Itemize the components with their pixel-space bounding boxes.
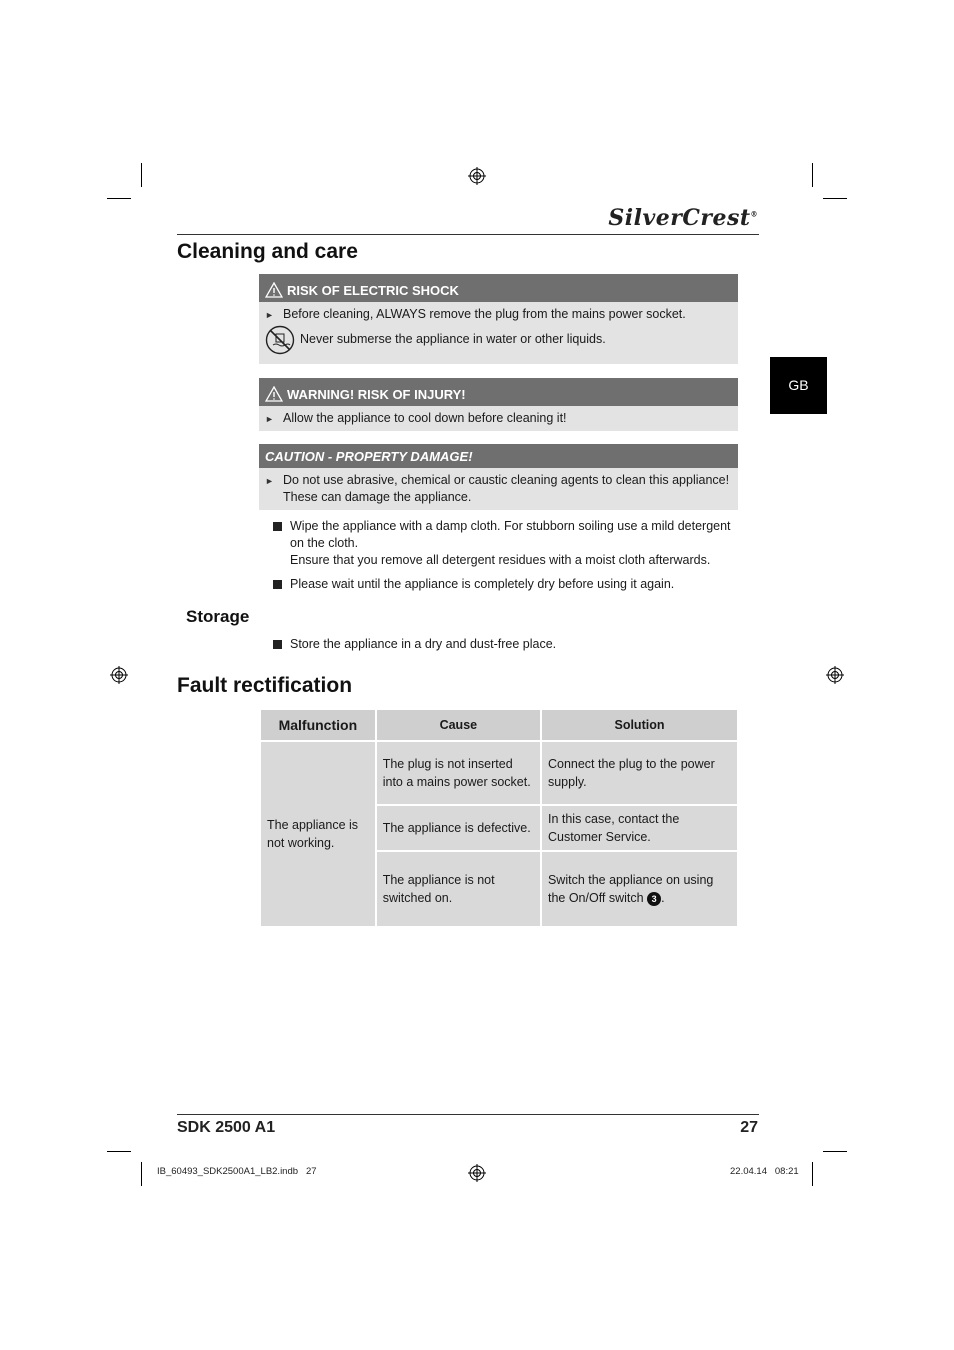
bullet-square-icon: [273, 580, 282, 589]
fault-table: [259, 708, 739, 928]
crop-mark: [823, 1151, 847, 1152]
warning-triangle-icon: [265, 282, 283, 298]
print-timestamp: 22.04.14 08:21: [730, 1166, 799, 1177]
warning-box-electric-shock: [259, 274, 738, 364]
warning-item-text: Allow the appliance to cool down before cleaning it!: [283, 411, 567, 425]
caution-item-text: Do not use abrasive, chemical or caustic cleaning agents to clean this appliance! These can damage the appliance.: [283, 473, 730, 504]
caution-box-property-damage: [259, 444, 738, 510]
section-title-fault: Fault rectification: [177, 674, 353, 697]
bullet-square-icon: [273, 522, 282, 531]
warning-box-heading-text: WARNING! RISK OF INJURY!: [287, 387, 466, 402]
no-submerge-icon: [265, 325, 295, 355]
language-tab: [770, 357, 827, 414]
brand-logo: SilverCrest®: [608, 205, 758, 231]
crop-mark: [141, 1162, 142, 1186]
caution-box-heading: CAUTION - PROPERTY DAMAGE!: [259, 444, 738, 468]
crop-mark: [107, 1151, 131, 1152]
column-header: Cause: [376, 709, 541, 741]
instruction-text: Store the appliance in a dry and dust-free place.: [290, 637, 557, 651]
period: .: [661, 891, 665, 905]
language-tab-label: GB: [788, 377, 809, 393]
instruction-text: Wipe the appliance with a damp cloth. For stubborn soiling use a mild detergent on the cloth.: [290, 519, 731, 550]
registration-mark-icon: [110, 666, 128, 684]
arrow-icon: ►: [265, 414, 274, 424]
warning-box-injury: [259, 378, 738, 431]
instruction-text: Please wait until the appliance is completely dry before using it again.: [290, 577, 675, 591]
instruction-item: [272, 518, 738, 569]
warning-triangle-icon: [265, 386, 283, 402]
crop-mark: [141, 163, 142, 187]
header-rule: [177, 234, 759, 235]
section-title-cleaning: Cleaning and care: [177, 240, 358, 263]
column-header: Solution: [541, 709, 738, 741]
crop-mark: [107, 198, 131, 199]
instruction-item: [272, 636, 738, 653]
malfunction-cell: The appliance is not working.: [260, 741, 376, 927]
warning-box-heading: [259, 378, 738, 406]
registration-mark-icon: [468, 167, 486, 185]
instruction-text: Ensure that you remove all detergent residues with a moist cloth afterwards.: [290, 553, 711, 567]
print-file-info: IB_60493_SDK2500A1_LB2.indb 27: [157, 1166, 317, 1177]
registration-mark-icon: [468, 1164, 486, 1182]
table-row: [260, 741, 738, 805]
page-number: 27: [740, 1119, 758, 1136]
warning-box-heading: [259, 274, 738, 302]
arrow-icon: ►: [265, 476, 274, 486]
warning-item-text: Never submerse the appliance in water or other liquids.: [300, 332, 606, 346]
solution-text: Switch the appliance on using the On/Off switch: [547, 873, 714, 905]
bullet-square-icon: [273, 640, 282, 649]
solution-cell: In this case, contact the Customer Service.: [541, 805, 738, 851]
crop-mark: [823, 198, 847, 199]
model-number: SDK 2500 A1: [177, 1119, 276, 1136]
solution-cell: Connect the plug to the power supply.: [541, 741, 738, 805]
warning-box-heading-text: RISK OF ELECTRIC SHOCK: [287, 283, 459, 298]
warning-item: [259, 410, 738, 427]
crop-mark: [812, 1162, 813, 1186]
warning-item: [259, 306, 738, 323]
cause-cell: The appliance is not switched on.: [376, 851, 541, 927]
footer-rule: [177, 1114, 759, 1115]
crop-mark: [812, 163, 813, 187]
cause-cell: The plug is not inserted into a mains power socket.: [376, 741, 541, 805]
section-title-storage: Storage: [186, 607, 250, 626]
solution-cell: [541, 851, 738, 927]
instruction-item: [272, 576, 738, 593]
registration-mark-icon: [826, 666, 844, 684]
column-header: Malfunction: [260, 709, 376, 741]
reference-number-badge: 3: [647, 892, 661, 906]
cause-cell: The appliance is defective.: [376, 805, 541, 851]
arrow-icon: ►: [265, 310, 274, 320]
warning-item-text: Before cleaning, ALWAYS remove the plug from the mains power socket.: [283, 307, 686, 321]
caution-item: [259, 472, 738, 506]
table-header-row: [260, 709, 738, 741]
warning-item: [259, 331, 738, 348]
